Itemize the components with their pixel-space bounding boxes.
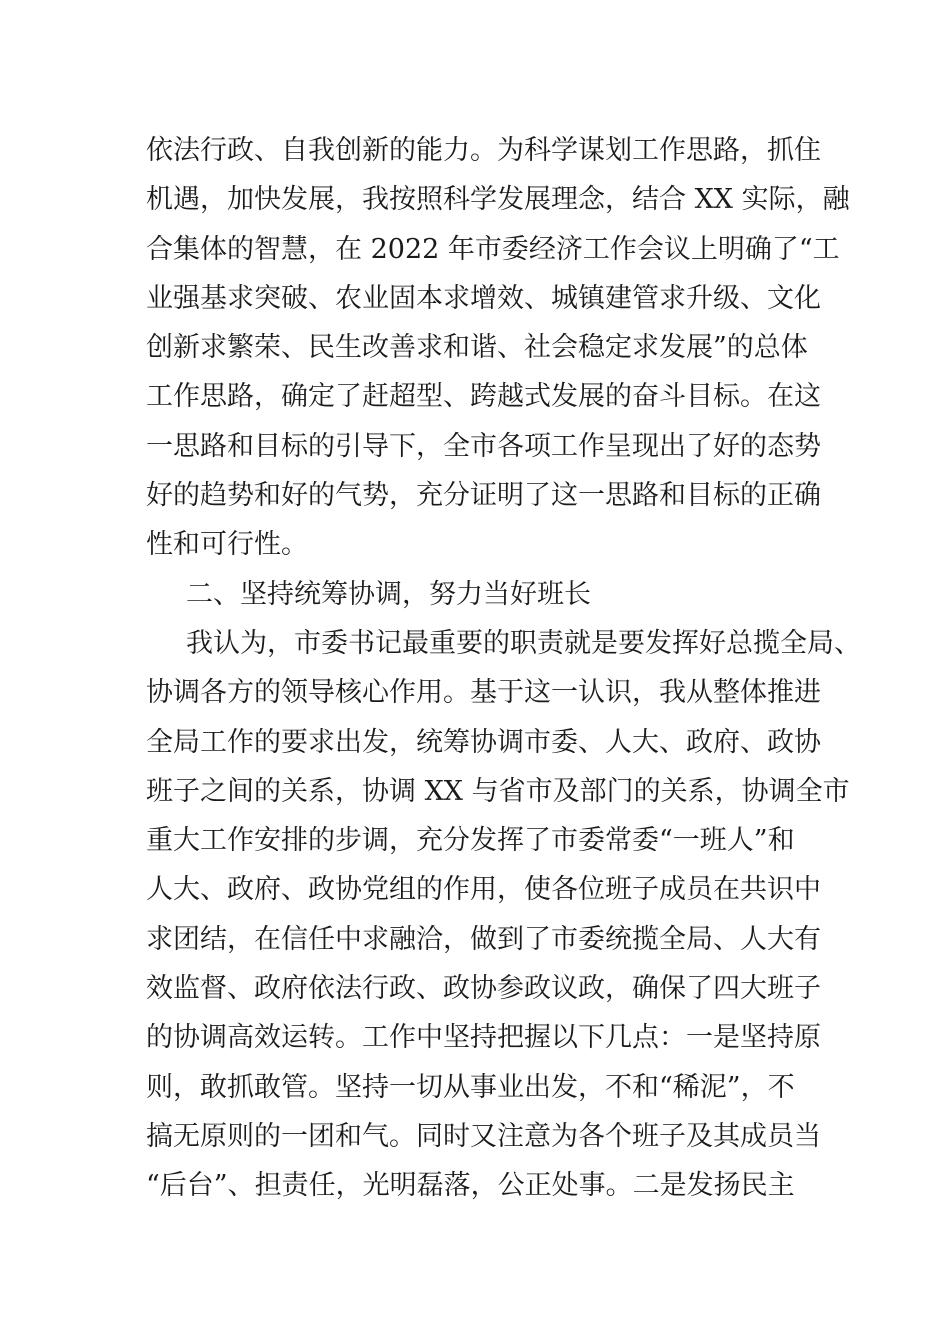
text-line: 依法行政、自我创新的能力。为科学谋划工作思路，抓住	[146, 135, 821, 166]
text-line: 人大、政府、政协党组的作用，使各位班子成员在共识中	[146, 874, 821, 906]
text-line: 求团结，在信任中求融洽，做到了市委统揽全局、人大有	[146, 923, 821, 955]
text-line: 机遇，加快发展，我按照科学发展理念，结合 XX 实际，融	[146, 184, 850, 216]
text-line: 协调各方的领导核心作用。基于这一认识，我从整体推进	[146, 677, 821, 709]
text-line: 一思路和目标的引导下，全市各项工作呈现出了好的态势	[146, 430, 821, 462]
text-line: 业强基求突破、农业固本求增效、城镇建管求升级、文化	[146, 282, 821, 314]
text-line: 工作思路，确定了赶超型、跨越式发展的奋斗目标。在这	[146, 381, 821, 413]
section-heading: 二、坚持统筹协调，努力当好班长	[186, 578, 591, 610]
paragraph-section-2	[146, 619, 861, 1211]
text-line: 则，敢抓敢管。坚持一切从事业出发，不和“稀泥”，不	[146, 1071, 795, 1103]
document-body	[146, 126, 861, 1211]
text-line: 的协调高效运转。工作中坚持把握以下几点：一是坚持原	[146, 1022, 821, 1054]
text-line: 全局工作的要求出发，统筹协调市委、人大、政府、政协	[146, 726, 821, 758]
text-line: “后台”、担责任，光明磊落，公正处事。二是发扬民主	[146, 1170, 795, 1202]
text-line: 合集体的智慧，在 2022 年市委经济工作会议上明确了“工	[146, 233, 840, 265]
text-line: 我认为，市委书记最重要的职责就是要发挥好总揽全局、	[186, 627, 861, 659]
text-line: 性和可行性。	[146, 529, 308, 561]
text-line: 搞无原则的一团和气。同时又注意为各个班子及其成员当	[146, 1120, 821, 1152]
text-line: 好的趋势和好的气势，充分证明了这一思路和目标的正确	[146, 480, 821, 512]
text-line: 效监督、政府依法行政、政协参政议政，确保了四大班子	[146, 973, 821, 1005]
text-line: 班子之间的关系，协调 XX 与省市及部门的关系，协调全市	[146, 775, 850, 807]
paragraph-continued	[146, 126, 850, 570]
text-line: 创新求繁荣、民生改善求和谐、社会稳定求发展”的总体	[146, 332, 808, 364]
text-line: 重大工作安排的步调，充分发挥了市委常委“一班人”和	[146, 825, 795, 857]
